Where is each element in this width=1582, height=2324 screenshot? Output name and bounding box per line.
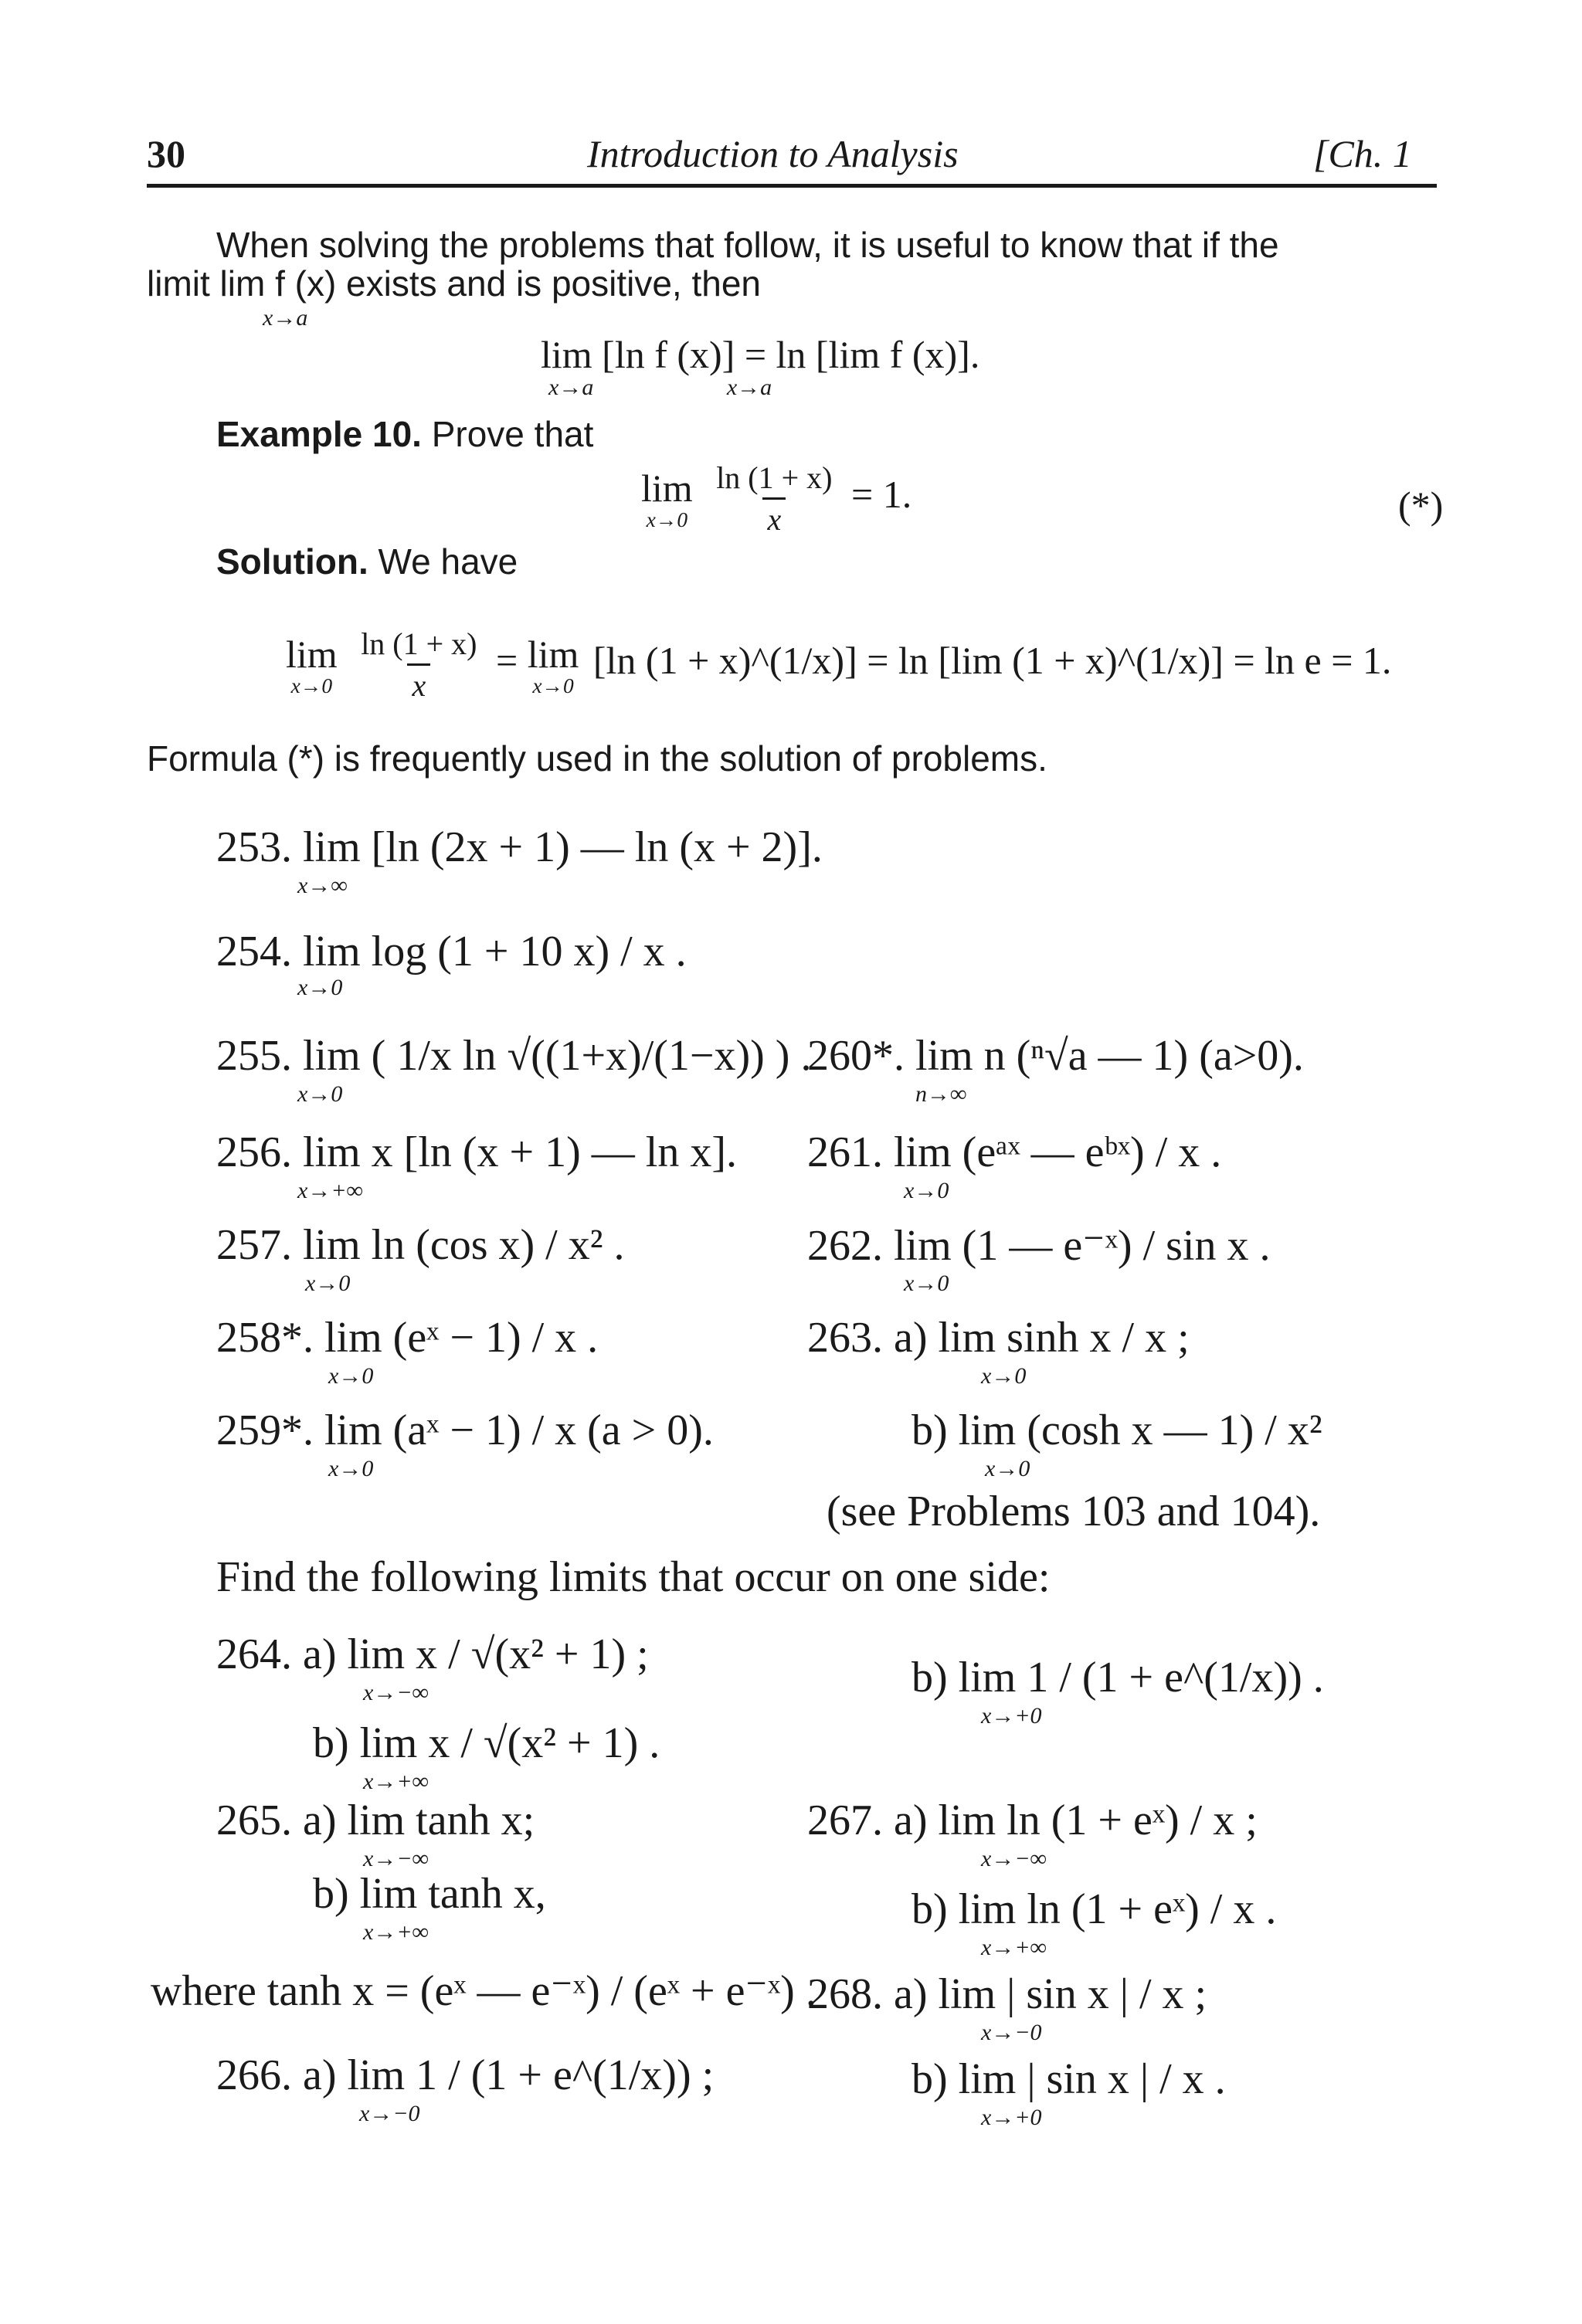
problem-268b-sub: x→+0 <box>981 2105 1042 2130</box>
problem-254: 254. lim log (1 + 10 x) / x . <box>216 928 687 975</box>
problem-258-sub: x→0 <box>328 1363 374 1389</box>
problem-257-sub: x→0 <box>305 1271 351 1296</box>
problem-263b: b) lim (cosh x — 1) / x² <box>912 1406 1322 1454</box>
problem-261-sub: x→0 <box>904 1178 949 1203</box>
problem-266b: b) lim 1 / (1 + e^(1/x)) . <box>912 1654 1324 1701</box>
problem-263a-sub: x→0 <box>981 1363 1027 1389</box>
example-label: Example 10. <box>216 414 422 454</box>
problem-253-sub: x→∞ <box>297 873 348 898</box>
running-title: Introduction to Analysis <box>587 132 959 175</box>
one-side-heading: Find the following limits that occur on one side: <box>216 1553 1051 1601</box>
problem-267b-sub: x→+∞ <box>981 1935 1047 1960</box>
formula-tag: (*) <box>1398 483 1444 527</box>
problem-268a-sub: x→−0 <box>981 2020 1042 2045</box>
intro-line-2-sub: x→a <box>263 305 308 331</box>
example-text: Prove that <box>431 414 594 454</box>
problem-257: 257. lim ln (cos x) / x² . <box>216 1221 625 1269</box>
intro-formula: lim [ln f (x)] = ln [lim f (x)]. <box>541 333 980 376</box>
problem-265b-sub: x→+∞ <box>363 1919 429 1945</box>
problem-264b-sub: x→+∞ <box>363 1769 429 1794</box>
see-note: (see Problems 103 and 104). <box>827 1488 1321 1535</box>
problem-260-sub: n→∞ <box>915 1081 967 1107</box>
problem-259: 259*. lim (aˣ − 1) / x (a > 0). <box>216 1406 714 1454</box>
problem-262: 262. lim (1 — e⁻ˣ) / sin x . <box>807 1222 1271 1270</box>
problem-267a: 267. a) lim ln (1 + eˣ) / x ; <box>807 1796 1258 1844</box>
problem-259-sub: x→0 <box>328 1456 374 1481</box>
problem-266a: 266. a) lim 1 / (1 + e^(1/x)) ; <box>216 2051 715 2099</box>
solution-formula: lim x→0 $\frac{\ln (1 + x)}{x}$ = lim x→0 [ln (1 + x)^(1/x)] = ln [lim (1 + x)^(1/x)] = ln e = 1. <box>286 626 1392 703</box>
problem-265a-sub: x→−∞ <box>363 1846 429 1871</box>
header-rule <box>147 184 1437 188</box>
problem-268a: 268. a) lim | sin x | / x ; <box>807 1970 1207 2018</box>
problem-265b: b) lim tanh x, <box>313 1870 546 1918</box>
intro-line-2: limit lim f (x) exists and is positive, then <box>147 263 762 304</box>
problem-253: 253. lim [ln (2x + 1) — ln (x + 2)]. <box>216 823 823 871</box>
problem-255-sub: x→0 <box>297 1081 343 1107</box>
problem-266a-sub: x→−0 <box>359 2101 420 2126</box>
problem-263a: 263. a) lim sinh x / x ; <box>807 1314 1190 1362</box>
problem-263b-sub: x→0 <box>985 1456 1030 1481</box>
solution-label: Solution. <box>216 541 368 582</box>
example-formula: lim x→0 $\frac{\ln (1 + x)}{x}$ = 1. <box>641 460 912 537</box>
problem-265a: 265. a) lim tanh x; <box>216 1796 535 1844</box>
problem-264a-sub: x→−∞ <box>363 1680 429 1705</box>
intro-line-1: When solving the problems that follow, it is useful to know that if the <box>216 225 1279 265</box>
problem-267a-sub: x→−∞ <box>981 1846 1047 1871</box>
problem-256-sub: x→+∞ <box>297 1178 363 1203</box>
intro-formula-sub: x→a x→a <box>548 375 772 400</box>
formula-note: Formula (*) is frequently used in the solution of problems. <box>147 738 1047 779</box>
problem-255: 255. lim ( 1/x ln √((1+x)/(1−x)) ) . <box>216 1032 812 1080</box>
problem-258: 258*. lim (eˣ − 1) / x . <box>216 1314 599 1362</box>
chapter-label: [Ch. 1 <box>1313 132 1412 175</box>
problem-260: 260*. lim n (ⁿ√a — 1) (a>0). <box>807 1032 1304 1080</box>
problem-268b: b) lim | sin x | / x . <box>912 2055 1226 2103</box>
problem-261: 261. lim (eᵃˣ — eᵇˣ) / x . <box>807 1128 1222 1176</box>
problem-264a: 264. a) lim x / √(x² + 1) ; <box>216 1630 649 1678</box>
problem-254-sub: x→0 <box>297 975 343 1000</box>
problem-264b: b) lim x / √(x² + 1) . <box>313 1719 660 1767</box>
page-number: 30 <box>147 132 185 175</box>
problem-262-sub: x→0 <box>904 1271 949 1296</box>
problem-266b-sub: x→+0 <box>981 1703 1042 1729</box>
problem-267b: b) lim ln (1 + eˣ) / x . <box>912 1885 1277 1933</box>
solution-text: We have <box>378 541 518 582</box>
problem-256: 256. lim x [ln (x + 1) — ln x]. <box>216 1128 737 1176</box>
tanh-definition: where tanh x = (eˣ — e⁻ˣ) / (eˣ + e⁻ˣ) . <box>151 1967 816 2015</box>
